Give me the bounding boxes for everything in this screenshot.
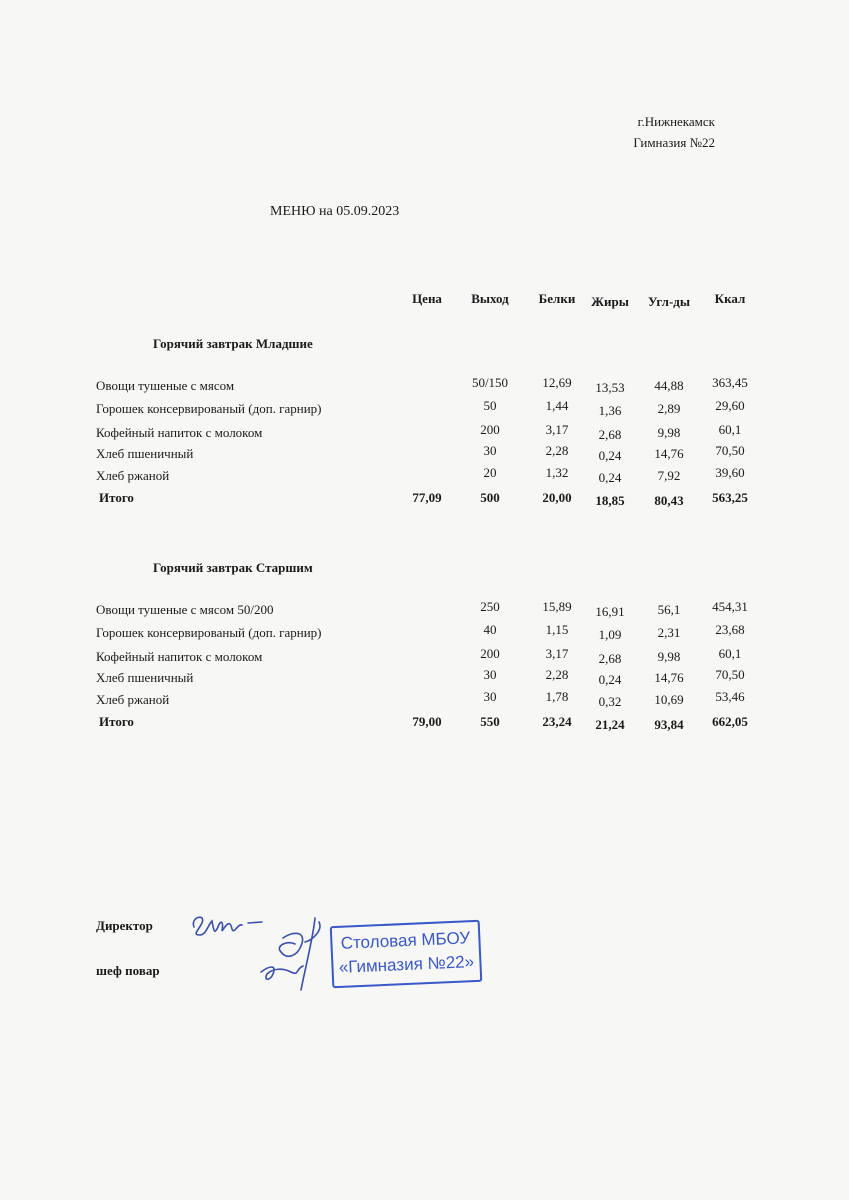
menu-item-protein: 15,89 [542, 599, 572, 614]
menu-item-yield: 250 [480, 599, 500, 614]
menu-item-fat: 0,32 [598, 694, 622, 709]
menu-item-carbs: 7,92 [657, 468, 681, 483]
menu-item-kcal: 70,50 [715, 667, 745, 682]
total-protein: 20,00 [542, 490, 572, 505]
menu-item-carbs: 2,31 [657, 625, 681, 640]
total-label: Итого [99, 714, 134, 729]
menu-item-yield: 200 [480, 422, 500, 437]
menu-item-name: Овощи тушеные с мясом 50/200 [96, 602, 274, 617]
menu-item-carbs: 14,76 [654, 670, 684, 685]
menu-item-protein: 2,28 [545, 443, 569, 458]
menu-item-name: Кофейный напиток с молоком [96, 425, 263, 440]
column-header-price: Цена [412, 291, 442, 306]
menu-item-fat: 1,36 [598, 403, 622, 418]
chef-signature [243, 912, 335, 998]
menu-item-yield: 40 [483, 622, 497, 637]
menu-item-carbs: 56,1 [657, 602, 681, 617]
menu-item-protein: 3,17 [545, 646, 569, 661]
menu-item-carbs: 9,98 [657, 425, 681, 440]
menu-item-name: Горошек консервированый (доп. гарнир) [96, 625, 322, 640]
menu-title: МЕНЮ на 05.09.2023 [270, 204, 400, 219]
menu-item-fat: 0,24 [598, 672, 622, 687]
total-protein: 23,24 [542, 714, 572, 729]
menu-item-kcal: 363,45 [712, 375, 748, 390]
menu-item-yield: 200 [480, 646, 500, 661]
total-fat: 21,24 [595, 717, 625, 732]
chef-label: шеф повар [96, 963, 160, 978]
menu-item-protein: 1,78 [545, 689, 569, 704]
menu-item-yield: 50 [483, 398, 497, 413]
menu-item-protein: 2,28 [545, 667, 569, 682]
header-school: Гимназия №22 [633, 135, 715, 150]
menu-item-protein: 3,17 [545, 422, 569, 437]
menu-item-fat: 2,68 [598, 651, 622, 666]
menu-item-kcal: 60,1 [718, 646, 742, 661]
menu-item-name: Кофейный напиток с молоком [96, 649, 263, 664]
total-kcal: 662,05 [712, 714, 748, 729]
stamp [330, 920, 483, 988]
director-label: Директор [96, 918, 153, 933]
menu-item-yield: 50/150 [471, 375, 509, 390]
total-fat: 18,85 [595, 493, 625, 508]
menu-item-name: Хлеб ржаной [96, 468, 170, 483]
stamp-line-1: Столовая МБОУ [340, 928, 471, 953]
menu-item-kcal: 23,68 [715, 622, 745, 637]
menu-item-name: Горошек консервированый (доп. гарнир) [96, 401, 322, 416]
menu-item-kcal: 29,60 [715, 398, 745, 413]
menu-item-yield: 20 [483, 465, 497, 480]
menu-item-name: Хлеб ржаной [96, 692, 170, 707]
menu-item-fat: 0,24 [598, 448, 622, 463]
column-header-yield: Выход [471, 291, 509, 306]
menu-item-kcal: 70,50 [715, 443, 745, 458]
total-carbs: 93,84 [654, 717, 684, 732]
menu-item-carbs: 10,69 [654, 692, 684, 707]
header-city: г.Нижнекамск [637, 114, 715, 129]
menu-item-carbs: 44,88 [654, 378, 684, 393]
menu-item-carbs: 9,98 [657, 649, 681, 664]
menu-item-protein: 1,44 [545, 398, 569, 413]
menu-item-fat: 16,91 [595, 604, 625, 619]
total-yield: 500 [480, 490, 500, 505]
menu-item-fat: 2,68 [598, 427, 622, 442]
total-price: 77,09 [412, 490, 442, 505]
total-label: Итого [99, 490, 134, 505]
column-header-kcal: Ккал [714, 291, 746, 306]
section-title: Горячий завтрак Младшие [153, 336, 313, 351]
menu-item-yield: 30 [483, 443, 497, 458]
menu-item-name: Хлеб пшеничный [96, 446, 194, 461]
menu-item-fat: 13,53 [595, 380, 625, 395]
menu-item-kcal: 454,31 [712, 599, 748, 614]
menu-item-kcal: 53,46 [715, 689, 745, 704]
menu-item-protein: 1,32 [545, 465, 569, 480]
total-price: 79,00 [412, 714, 442, 729]
total-yield: 550 [480, 714, 500, 729]
menu-item-fat: 1,09 [598, 627, 622, 642]
menu-item-yield: 30 [483, 667, 497, 682]
column-header-carbs: Угл-ды [647, 294, 691, 309]
section-title: Горячий завтрак Старшим [153, 560, 313, 575]
column-header-fat: Жиры [591, 294, 629, 309]
column-header-protein: Белки [538, 291, 576, 306]
menu-item-carbs: 14,76 [654, 446, 684, 461]
menu-item-yield: 30 [483, 689, 497, 704]
total-carbs: 80,43 [654, 493, 684, 508]
menu-item-protein: 12,69 [542, 375, 572, 390]
total-kcal: 563,25 [712, 490, 748, 505]
stamp-line-2: «Гимназия №22» [338, 952, 475, 977]
menu-item-protein: 1,15 [545, 622, 569, 637]
menu-item-name: Хлеб пшеничный [96, 670, 194, 685]
menu-item-name: Овощи тушеные с мясом [96, 378, 235, 393]
menu-item-fat: 0,24 [598, 470, 622, 485]
menu-item-kcal: 39,60 [715, 465, 745, 480]
menu-item-kcal: 60,1 [718, 422, 742, 437]
menu-item-carbs: 2,89 [657, 401, 681, 416]
